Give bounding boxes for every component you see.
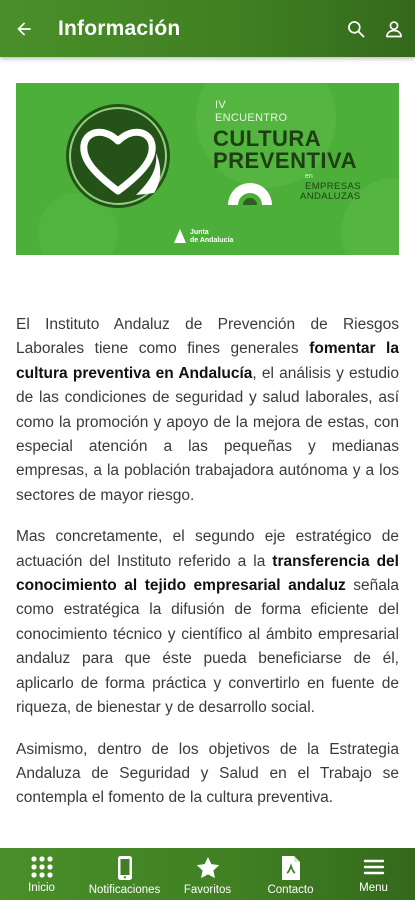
highlight-text: transferencia del conocimiento al tejido empresarial andaluz	[16, 552, 399, 595]
banner-subtitle-line1: EMPRESAS	[305, 181, 361, 192]
nav-item-menu[interactable]	[332, 848, 415, 900]
user-icon	[384, 19, 404, 39]
back-button[interactable]	[2, 0, 46, 57]
nav-label: Menu	[359, 882, 388, 894]
banner-connector: en	[305, 173, 313, 180]
nav-item-contacto[interactable]	[249, 848, 332, 900]
junta-logo-line1: Junta	[190, 229, 209, 236]
bottom-navigation	[0, 848, 415, 900]
paragraph-1: El Instituto Andaluz de Prevención de Riesgos Laborales tiene como fines generales fomentar la cultura preventiva en Andalucía, el análisis y estudio de las condiciones de seguridad y salud laborales, así como la promoción y apoyo de la mejora de estas, con especial atención a las pequeñas y medianas empresas, a la población trabajadora autónoma y a los sectores de mayor riesgo.	[16, 316, 399, 504]
banner-event: ENCUENTRO	[215, 112, 288, 124]
search-icon	[346, 19, 366, 39]
banner-title-line1: CULTURA	[213, 126, 322, 151]
info-content	[16, 313, 399, 828]
paragraph-2: Mas concretamente, el segundo eje estratégico de actuación del Instituto referido a la transferencia del conocimiento al tejido empresarial andaluz señala como estratégica la difusión de forma eficiente del conocimiento técnico y científico al ámbito empresarial andaluz para que éste pueda beneficiarse de él, aplicarlo de forma práctica y convertirlo en fuente de riqueza, de bienestar y de desarrollo social.	[16, 528, 399, 717]
nav-item-favoritos[interactable]	[166, 848, 249, 900]
nav-label: Notificaciones	[88, 884, 161, 896]
nav-item-notificaciones[interactable]	[83, 848, 166, 900]
search-button[interactable]	[337, 0, 375, 57]
app-bar	[0, 0, 415, 57]
banner-subtitle-line2: ANDALUZAS	[300, 191, 361, 202]
phone-icon	[113, 855, 137, 881]
junta-logo-line2: de Andalucía	[190, 237, 234, 244]
banner-edition: IV	[215, 99, 226, 111]
event-banner	[16, 83, 399, 255]
nav-label: Contacto	[267, 884, 314, 896]
document-icon	[280, 855, 302, 881]
page-title: Información	[58, 16, 181, 40]
nav-item-inicio[interactable]	[0, 848, 83, 900]
nav-label: Favoritos	[183, 884, 232, 896]
star-icon	[195, 855, 221, 881]
profile-button[interactable]	[375, 0, 413, 57]
arrow-left-icon	[14, 19, 34, 39]
banner-title-line2: PREVENTIVA	[213, 148, 357, 173]
paragraph-3: Asimismo, dentro de los objetivos de la Estrategia Andaluza de Seguridad y Salud en el Trabajo se contempla el fomento de la cultura preventiva.	[16, 740, 399, 807]
nav-label: Inicio	[28, 882, 55, 894]
hamburger-icon	[362, 855, 386, 879]
grid-icon	[30, 855, 54, 879]
highlight-text: fomentar la cultura preventiva en Andalucía	[16, 340, 399, 382]
